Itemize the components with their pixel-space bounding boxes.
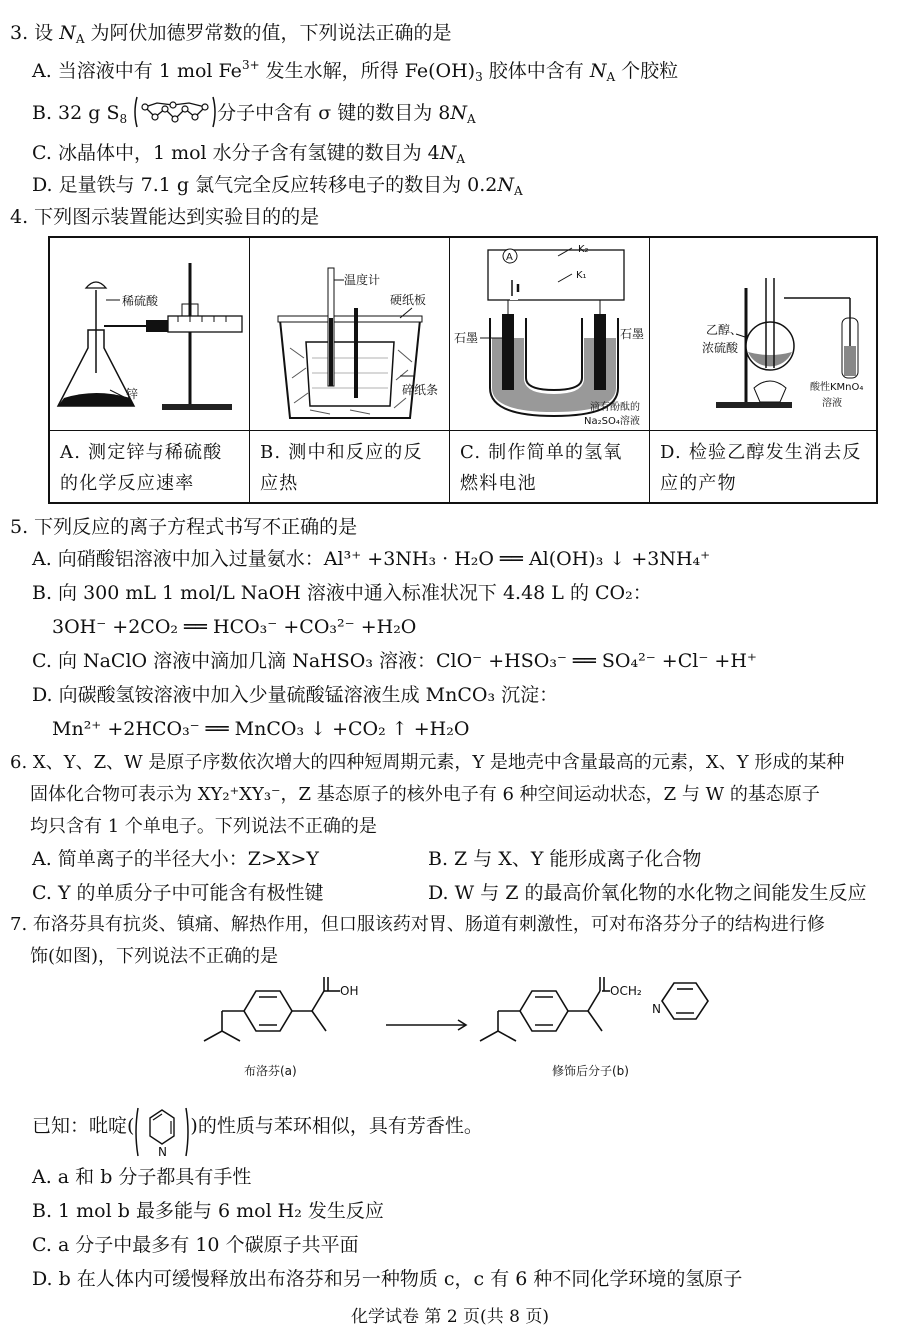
label-oh: OH — [340, 984, 359, 998]
label-thermometer: 温度计 — [344, 273, 381, 287]
apparatus-a — [50, 238, 250, 502]
q6-stem-line3: 均只含有 1 个单电子。下列说法不正确的是 — [30, 816, 377, 837]
q6-option-a: A. 简单离子的半径大小：Z>X>Y — [32, 848, 319, 870]
q3-option-a: A. 当溶液中有 1 mol $Fe^{3+}$ 发生水解，所得 $Fe(OH)_3$ 胶体中含有 $N_A$ 个胶粒 — [32, 58, 679, 84]
q5-option-b-line2: 3OH⁻ +2CO₂ ══ HCO₃⁻ +CO₃²⁻ +H₂O — [52, 616, 417, 638]
fuel-cell-drawing — [450, 238, 650, 430]
switch-k1: K₁ — [576, 270, 587, 281]
label-graphite-left: 石墨 — [454, 331, 479, 345]
label-acidic-kmno4: 酸性KMnO₄ — [810, 382, 864, 393]
label-paper-strips: 碎纸条 — [402, 383, 439, 397]
label-graphite-right: 石墨 — [620, 327, 645, 341]
label-solution: 溶液 — [822, 398, 842, 409]
label-dilute-sulfuric-acid: 稀硫酸 — [122, 294, 159, 308]
apparatus-d — [650, 238, 876, 502]
label-sodium-sulfate: Na₂SO₄溶液 — [584, 416, 640, 427]
ammeter-symbol: A — [506, 252, 513, 263]
q5-stem: 5. 下列反应的离子方程式书写不正确的是 — [10, 516, 358, 538]
q7-option-b: B. 1 mol b 最多能与 6 mol H₂ 发生反应 — [32, 1200, 384, 1222]
q7-known-pyridine: 已知：吡啶( N )的性质与苯环相似，具有芳香性。 — [32, 1104, 483, 1160]
calorimeter-drawing — [250, 238, 450, 430]
apparatus-c — [450, 238, 650, 502]
label-modified-b: 修饰后分子(b) — [552, 1064, 629, 1078]
q7-option-a: A. a 和 b 分子都具有手性 — [32, 1166, 252, 1188]
apparatus-figure-table — [48, 236, 878, 504]
s8-ring-structure — [133, 95, 217, 129]
q5-option-d-line1: D. 向碳酸氢铵溶液中加入少量硫酸锰溶液生成 MnCO₃ 沉淀： — [32, 684, 559, 706]
zinc-acid-apparatus-drawing — [50, 238, 250, 430]
caption-d: D. 检验乙醇发生消去反应的产物 — [650, 430, 876, 502]
q7-stem-line2: 饰(如图)，下列说法不正确的是 — [30, 946, 279, 967]
q5-option-d-line2: Mn²⁺ +2HCO₃⁻ ══ MnCO₃ ↓ +CO₂ ↑ +H₂O — [52, 718, 470, 740]
label-zinc: 锌 — [126, 387, 139, 401]
q4-stem: 4. 下列图示装置能达到实验目的的是 — [10, 206, 320, 228]
label-ethanol: 乙醇、 — [706, 323, 743, 337]
q3-option-c: C. 冰晶体中，1 mol 水分子含有氢键的数目为 $4N_A$ — [32, 142, 466, 166]
q3-option-d: D. 足量铁与 7.1 g 氯气完全反应转移电子的数目为 $0.2N_A$ — [32, 174, 523, 198]
q5-option-c: C. 向 NaClO 溶液中滴加几滴 NaHSO₃ 溶液：ClO⁻ +HSO₃⁻ ══ SO₄²⁻ +Cl⁻ +H⁺ — [32, 650, 757, 672]
label-conc-sulfuric-acid: 浓硫酸 — [702, 341, 739, 355]
q6-option-b: B. Z 与 X、Y 能形成离子化合物 — [428, 848, 702, 870]
switch-k2: K₂ — [578, 244, 589, 255]
ibuprofen-modification-scheme — [190, 975, 750, 1085]
q5-option-a: A. 向硝酸铝溶液中加入过量氨水：Al³⁺ +3NH₃ · H₂O ══ Al(OH)₃ ↓ +3NH₄⁺ — [32, 548, 711, 570]
apparatus-b — [250, 238, 450, 502]
page-footer: 化学试卷 第 2 页(共 8 页) — [351, 1307, 549, 1327]
q7-option-c: C. a 分子中最多有 10 个碳原子共平面 — [32, 1234, 359, 1256]
q7-option-d: D. b 在人体内可缓慢释放出布洛芬和另一种物质 c，c 有 6 种不同化学环境的氢原子 — [32, 1268, 743, 1290]
q5-option-b-line1: B. 向 300 mL 1 mol/L NaOH 溶液中通入标准状况下 4.48 L 的 CO₂： — [32, 582, 652, 604]
q3-stem: 3. 设 $N_A$ 为阿伏加德罗常数的值，下列说法正确的是 — [10, 22, 452, 46]
q3-option-b: B. 32 g $S_8$ 分子中含有 σ 键的数目为 $8N_A$ — [32, 95, 476, 132]
label-phenolphthalein: 滴有酚酞的 — [590, 402, 640, 413]
q7-stem-line1: 7. 布洛芬具有抗炎、镇痛、解热作用，但口服该药对胃、肠道有刺激性，可对布洛芬分子的结构进行修 — [10, 914, 825, 935]
q6-option-d: D. W 与 Z 的最高价氧化物的水化物之间能发生反应 — [428, 882, 867, 904]
label-och2: OCH₂ — [610, 984, 642, 998]
caption-c: C. 制作简单的氢氧燃料电池 — [450, 430, 649, 502]
q6-stem-line2: 固体化合物可表示为 XY₂⁺XY₃⁻，Z 基态原子的核外电子有 6 种空间运动状态，Z 与 W 的基态原子 — [30, 784, 820, 805]
label-cardboard: 硬纸板 — [390, 293, 427, 307]
caption-a: A. 测定锌与稀硫酸的化学反应速率 — [50, 430, 249, 502]
label-pyridine-n: N — [652, 1002, 661, 1016]
caption-b: B. 测中和反应的反应热 — [250, 430, 449, 502]
q6-stem-line1: 6. X、Y、Z、W 是原子序数依次增大的四种短周期元素，Y 是地壳中含量最高的元素，X、Y 形成的某种 — [10, 752, 845, 773]
pyridine-structure — [134, 1104, 190, 1160]
ethanol-elimination-drawing — [650, 238, 876, 430]
svg-text:N: N — [158, 1145, 168, 1159]
label-ibuprofen-a: 布洛芬(a) — [244, 1064, 297, 1078]
q6-option-c: C. Y 的单质分子中可能含有极性键 — [32, 882, 324, 904]
